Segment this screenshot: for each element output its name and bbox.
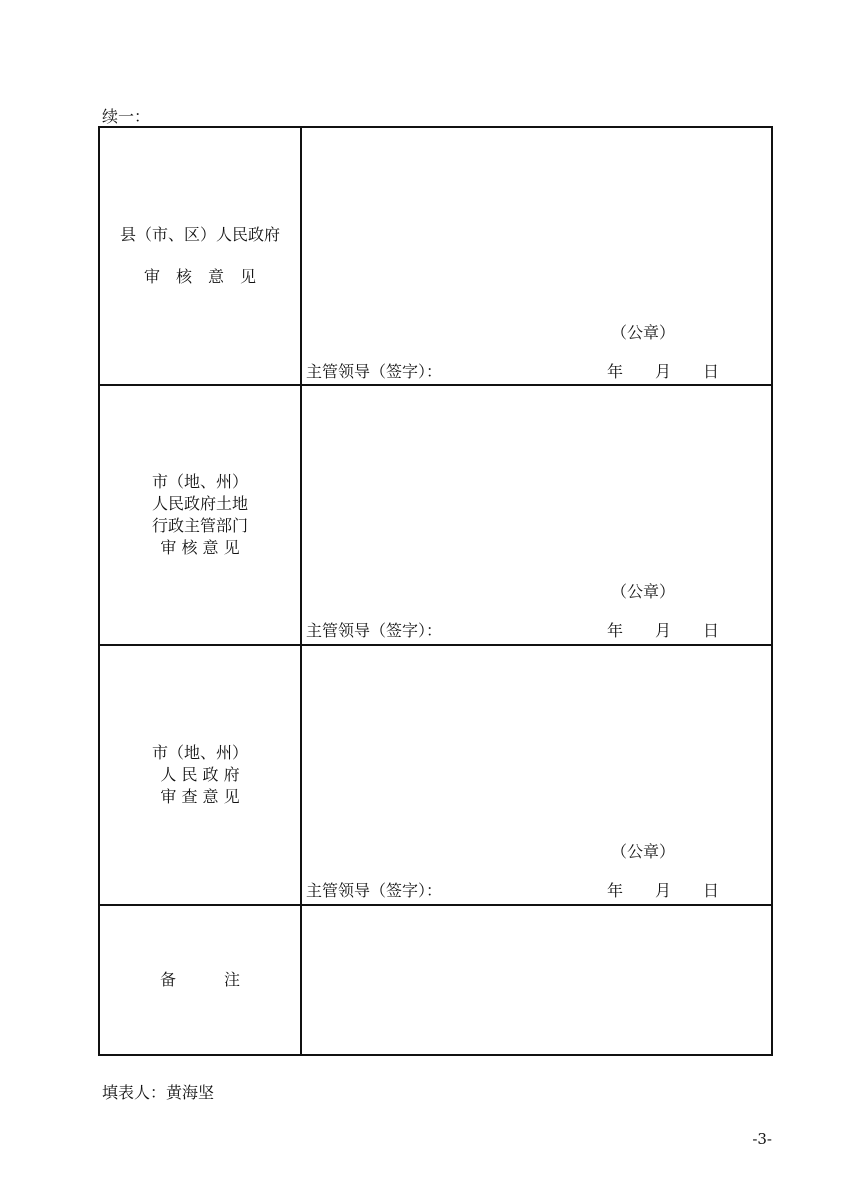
county-review-label	[99, 127, 301, 385]
label-line: 审 核 意 见	[160, 538, 240, 557]
city-land-review-opinion-area[interactable]	[301, 385, 772, 645]
label-line: 市（地、州）	[151, 472, 248, 491]
date-label: 年 月 日	[607, 621, 720, 640]
leader-signature-label: 主管领导（签字）：	[306, 362, 443, 381]
date-label: 年 月 日	[607, 362, 720, 381]
form-filler: 填表人：黄海坚	[102, 1083, 215, 1102]
label-line: 县（市、区）人民政府	[119, 225, 280, 244]
form-row-city-land-review	[99, 385, 772, 645]
city-gov-review-opinion-area[interactable]	[301, 645, 772, 905]
label-line: 审 查 意 见	[160, 787, 240, 806]
continuation-label: 续一：	[102, 107, 151, 126]
form-row-remarks	[99, 905, 772, 1055]
label-line: 审 核 意 见	[143, 267, 256, 286]
form-row-city-gov-review	[99, 645, 772, 905]
label-line: 人民政府土地	[151, 494, 248, 513]
page-number: -3-	[752, 1130, 772, 1148]
leader-signature-label: 主管领导（签字）：	[306, 621, 443, 640]
label-line: 行政主管部门	[151, 516, 248, 535]
county-review-opinion-area[interactable]	[301, 127, 772, 385]
city-land-review-label	[99, 385, 301, 645]
form-row-county-review	[99, 127, 772, 385]
city-gov-review-label	[99, 645, 301, 905]
label-line: 备 注	[159, 970, 240, 989]
label-line: 市（地、州）	[151, 743, 248, 762]
label-line: 人 民 政 府	[160, 765, 240, 784]
official-seal-label: （公章）	[610, 582, 675, 601]
remarks-label	[99, 905, 301, 1055]
review-form-table	[98, 126, 773, 1056]
leader-signature-label: 主管领导（签字）：	[306, 881, 443, 900]
official-seal-label: （公章）	[610, 842, 675, 861]
date-label: 年 月 日	[607, 881, 720, 900]
remarks-area[interactable]	[301, 905, 772, 1055]
official-seal-label: （公章）	[610, 323, 675, 342]
